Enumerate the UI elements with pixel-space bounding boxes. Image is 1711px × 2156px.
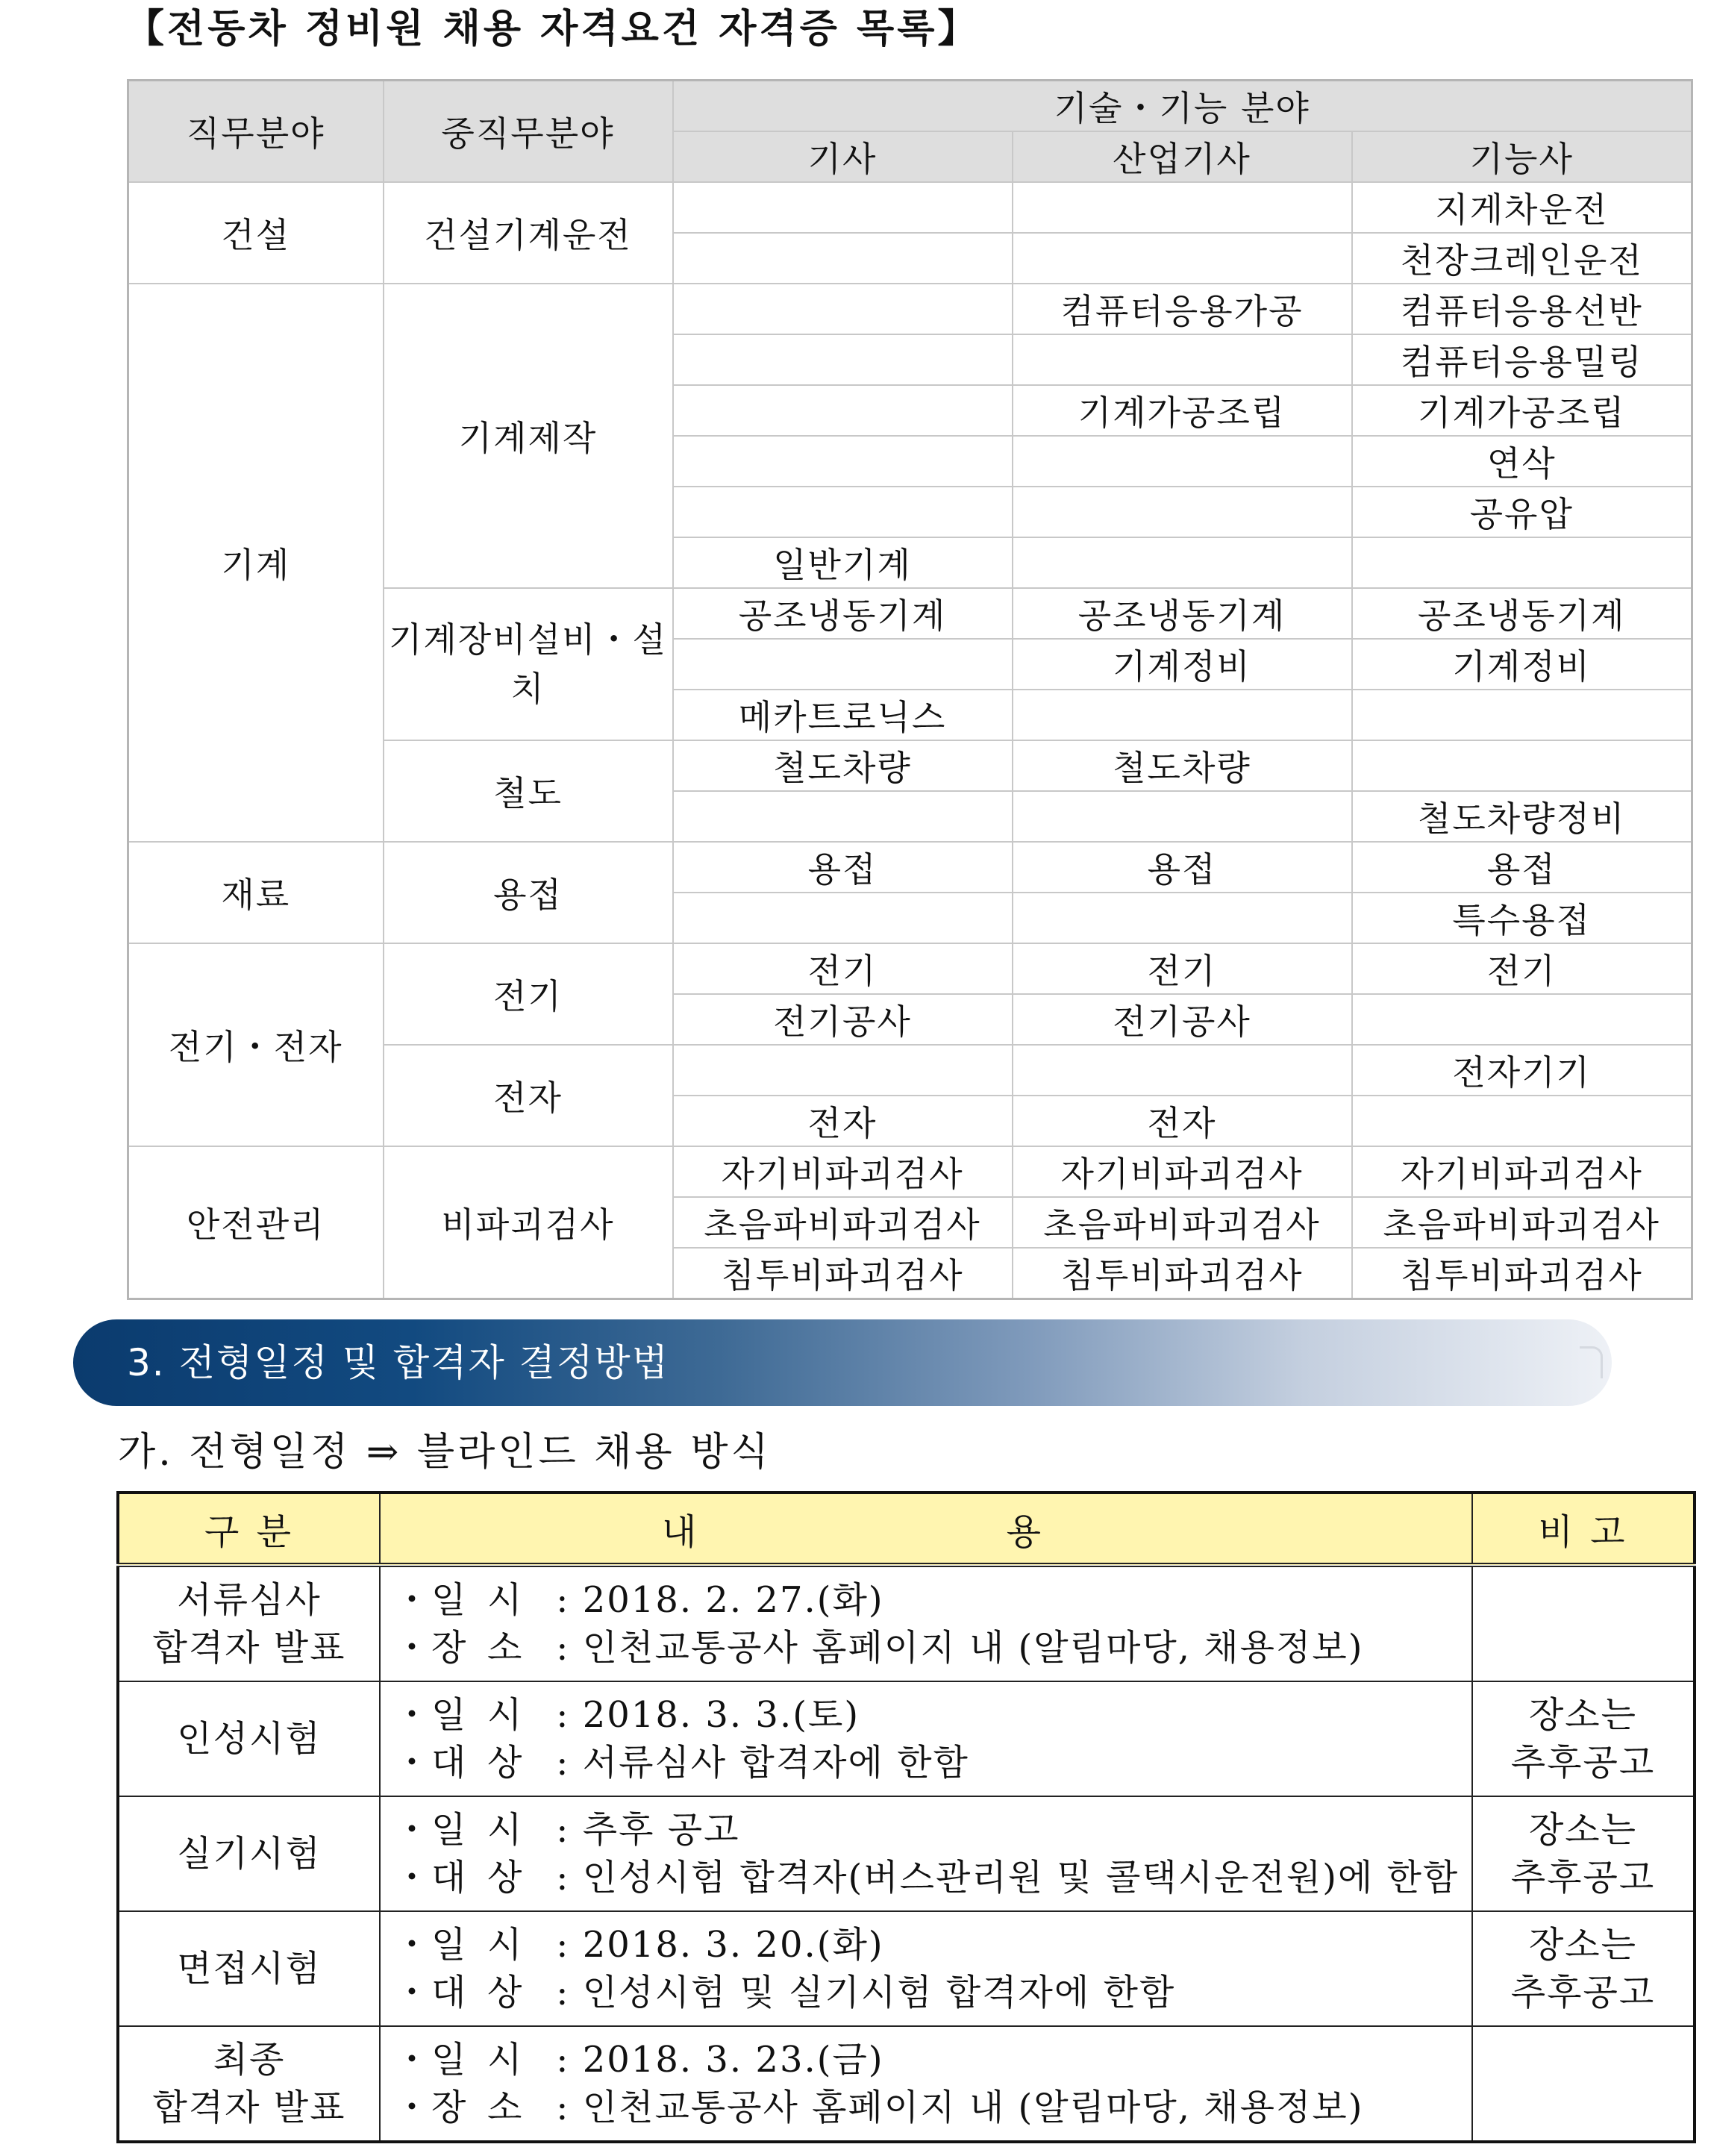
item-value: 인천교통공사 홈페이지 내 (알림마당, 채용정보) bbox=[582, 1627, 1364, 1669]
cert-cell: 자기비파괴검사 bbox=[1352, 1146, 1692, 1197]
cert-cell bbox=[673, 893, 1013, 943]
cert-cell: 전기 bbox=[1352, 943, 1692, 994]
item-value: 2018. 3. 3.(토) bbox=[582, 1694, 860, 1736]
table-row bbox=[128, 943, 1692, 994]
note-line: 장소는 bbox=[1528, 1924, 1638, 1966]
content-line: ・장 소 : 인천교통공사 홈페이지 내 (알림마당, 채용정보) bbox=[394, 2084, 1471, 2131]
cert-cell bbox=[1352, 740, 1692, 791]
cert-cell bbox=[1013, 182, 1352, 233]
item-label: 일 시 bbox=[431, 1924, 522, 1966]
stage-cell bbox=[118, 2026, 380, 2142]
cert-cell bbox=[1013, 893, 1352, 943]
item-value: 2018. 3. 20.(화) bbox=[582, 1924, 884, 1966]
table-row bbox=[128, 284, 1692, 334]
note-line: 추후공고 bbox=[1510, 1742, 1656, 1784]
certificate-table bbox=[127, 79, 1693, 1300]
cert-cell bbox=[673, 791, 1013, 842]
cert-cell: 공조냉동기계 bbox=[673, 588, 1013, 639]
cert-cell: 전자기기 bbox=[1352, 1045, 1692, 1096]
subfield-cell: 기계제작 bbox=[384, 284, 673, 588]
header-industrial-engineer: 산업기사 bbox=[1013, 131, 1352, 182]
item-label: 대 상 bbox=[431, 1857, 522, 1899]
content-line: ・대 상 : 인성시험 및 실기시험 합격자에 한함 bbox=[394, 1969, 1471, 2016]
table-row bbox=[118, 1911, 1695, 2026]
header-engineer: 기사 bbox=[673, 131, 1013, 182]
cert-cell: 컴퓨터응용선반 bbox=[1352, 284, 1692, 334]
cert-cell: 전기공사 bbox=[673, 994, 1013, 1045]
page-curl-decoration bbox=[1580, 1346, 1603, 1378]
cert-cell: 전기 bbox=[1013, 943, 1352, 994]
cert-cell: 지게차운전 bbox=[1352, 182, 1692, 233]
cert-cell bbox=[1013, 487, 1352, 537]
field-cell: 전기・전자 bbox=[128, 943, 384, 1146]
cert-cell: 용접 bbox=[673, 842, 1013, 893]
stage-name: 실기시험 bbox=[177, 1833, 322, 1875]
cert-cell: 전자 bbox=[673, 1096, 1013, 1146]
field-cell: 안전관리 bbox=[128, 1146, 384, 1299]
header-content: 내 용 bbox=[380, 1493, 1472, 1565]
cert-cell: 초음파비파괴검사 bbox=[673, 1197, 1013, 1248]
item-value: 인성시험 합격자(버스관리원 및 콜택시운전원)에 한함 bbox=[582, 1857, 1460, 1899]
page-title: 【전동차 정비원 채용 자격요건 자격증 목록】 bbox=[125, 6, 980, 51]
subfield-cell: 철도 bbox=[384, 740, 673, 842]
cert-cell: 침투비파괴검사 bbox=[1352, 1248, 1692, 1299]
cert-cell: 전기 bbox=[673, 943, 1013, 994]
cert-cell bbox=[1013, 1045, 1352, 1096]
table-row bbox=[128, 1146, 1692, 1197]
cert-cell bbox=[673, 233, 1013, 284]
cert-cell bbox=[673, 487, 1013, 537]
header-note: 비 고 bbox=[1472, 1493, 1695, 1565]
cert-cell bbox=[1013, 690, 1352, 740]
table-row bbox=[118, 2026, 1695, 2142]
table-row bbox=[118, 1565, 1695, 1681]
note-cell bbox=[1472, 2026, 1695, 2142]
header-craftsman: 기능사 bbox=[1352, 131, 1692, 182]
note-line: 추후공고 bbox=[1510, 1972, 1656, 2013]
subfield-cell: 전기 bbox=[384, 943, 673, 1045]
stage-cell bbox=[118, 1911, 380, 2026]
table-row bbox=[128, 842, 1692, 893]
content-cell bbox=[380, 1796, 1472, 1911]
cert-cell bbox=[673, 385, 1013, 436]
field-cell: 재료 bbox=[128, 842, 384, 943]
table-row bbox=[128, 182, 1692, 233]
content-line: ・대 상 : 서류심사 합격자에 한함 bbox=[394, 1739, 1471, 1787]
subfield-cell: 전자 bbox=[384, 1045, 673, 1146]
stage-cell bbox=[118, 1565, 380, 1681]
cert-cell: 철도차량 bbox=[1013, 740, 1352, 791]
cert-cell: 연삭 bbox=[1352, 436, 1692, 487]
header-subfield: 중직무분야 bbox=[384, 81, 673, 183]
schedule-table bbox=[116, 1491, 1696, 2143]
cert-cell: 철도차량 bbox=[673, 740, 1013, 791]
content-line: ・일 시 : 2018. 2. 27.(화) bbox=[394, 1576, 1471, 1624]
note-line: 장소는 bbox=[1528, 1809, 1638, 1851]
cert-cell: 자기비파괴검사 bbox=[673, 1146, 1013, 1197]
item-value: 추후 공고 bbox=[582, 1809, 740, 1851]
cert-cell bbox=[1352, 537, 1692, 588]
item-value: 인천교통공사 홈페이지 내 (알림마당, 채용정보) bbox=[582, 2087, 1364, 2128]
cert-cell: 공유압 bbox=[1352, 487, 1692, 537]
cert-cell bbox=[1013, 436, 1352, 487]
content-cell bbox=[380, 1911, 1472, 2026]
section-subtitle: 가. 전형일정 ⇒ 블라인드 채용 방식 bbox=[118, 1430, 772, 1475]
note-line: 추후공고 bbox=[1510, 1857, 1656, 1899]
cert-cell: 자기비파괴검사 bbox=[1013, 1146, 1352, 1197]
cert-cell: 전기공사 bbox=[1013, 994, 1352, 1045]
stage-name-line2: 합격자 발표 bbox=[152, 2087, 346, 2128]
cert-cell: 천장크레인운전 bbox=[1352, 233, 1692, 284]
cert-cell bbox=[1013, 233, 1352, 284]
content-line: ・장 소 : 인천교통공사 홈페이지 내 (알림마당, 채용정보) bbox=[394, 1624, 1471, 1672]
header-field: 직무분야 bbox=[128, 81, 384, 183]
cert-cell bbox=[673, 1045, 1013, 1096]
cert-cell: 초음파비파괴검사 bbox=[1013, 1197, 1352, 1248]
cert-cell: 특수용접 bbox=[1352, 893, 1692, 943]
cert-cell: 초음파비파괴검사 bbox=[1352, 1197, 1692, 1248]
item-label: 장 소 bbox=[431, 2087, 522, 2128]
note-cell bbox=[1472, 1565, 1695, 1681]
stage-cell bbox=[118, 1681, 380, 1796]
content-cell bbox=[380, 1565, 1472, 1681]
cert-cell: 기계정비 bbox=[1352, 639, 1692, 690]
cert-cell: 공조냉동기계 bbox=[1013, 588, 1352, 639]
content-line: ・일 시 : 2018. 3. 3.(토) bbox=[394, 1691, 1471, 1739]
content-line: ・대 상 : 인성시험 합격자(버스관리원 및 콜택시운전원)에 한함 bbox=[394, 1854, 1471, 1902]
content-line: ・일 시 : 추후 공고 bbox=[394, 1806, 1471, 1854]
cert-cell: 기계가공조립 bbox=[1013, 385, 1352, 436]
stage-name: 서류심사 bbox=[177, 1579, 322, 1621]
header-stage: 구 분 bbox=[118, 1493, 380, 1565]
content-cell bbox=[380, 1681, 1472, 1796]
cert-cell: 기계정비 bbox=[1013, 639, 1352, 690]
subfield-cell: 용접 bbox=[384, 842, 673, 943]
subfield-cell: 기계장비설비・설치 bbox=[384, 588, 673, 740]
cert-cell bbox=[673, 639, 1013, 690]
stage-name: 인성시험 bbox=[177, 1718, 322, 1760]
cert-cell bbox=[673, 284, 1013, 334]
field-cell: 기계 bbox=[128, 284, 384, 842]
item-label: 일 시 bbox=[431, 1809, 522, 1851]
cert-cell: 용접 bbox=[1352, 842, 1692, 893]
field-cell: 건설 bbox=[128, 182, 384, 284]
cert-cell bbox=[1013, 537, 1352, 588]
content-line: ・일 시 : 2018. 3. 20.(화) bbox=[394, 1921, 1471, 1969]
item-value: 서류심사 합격자에 한함 bbox=[582, 1742, 969, 1784]
cert-cell bbox=[1352, 1096, 1692, 1146]
content-cell bbox=[380, 2026, 1472, 2142]
cert-cell: 침투비파괴검사 bbox=[1013, 1248, 1352, 1299]
cert-cell bbox=[673, 182, 1013, 233]
stage-name: 최종 bbox=[213, 2039, 286, 2081]
item-label: 장 소 bbox=[431, 1627, 522, 1669]
stage-cell bbox=[118, 1796, 380, 1911]
cert-cell: 침투비파괴검사 bbox=[673, 1248, 1013, 1299]
note-cell bbox=[1472, 1681, 1695, 1796]
subfield-cell: 비파괴검사 bbox=[384, 1146, 673, 1299]
item-value: 인성시험 및 실기시험 합격자에 한함 bbox=[582, 1972, 1176, 2013]
header-group: 기술・기능 분야 bbox=[673, 81, 1692, 132]
cert-cell: 메카트로닉스 bbox=[673, 690, 1013, 740]
item-value: 2018. 2. 27.(화) bbox=[582, 1579, 884, 1621]
stage-name: 면접시험 bbox=[177, 1948, 322, 1990]
cert-cell bbox=[673, 334, 1013, 385]
cert-cell: 철도차량정비 bbox=[1352, 791, 1692, 842]
cert-cell bbox=[1352, 994, 1692, 1045]
table-row bbox=[118, 1796, 1695, 1911]
note-cell bbox=[1472, 1796, 1695, 1911]
cert-cell: 전자 bbox=[1013, 1096, 1352, 1146]
item-label: 일 시 bbox=[431, 2039, 522, 2081]
cert-cell bbox=[1013, 334, 1352, 385]
item-label: 대 상 bbox=[431, 1742, 522, 1784]
item-label: 일 시 bbox=[431, 1694, 522, 1736]
cert-cell: 공조냉동기계 bbox=[1352, 588, 1692, 639]
note-cell bbox=[1472, 1911, 1695, 2026]
item-value: 2018. 3. 23.(금) bbox=[582, 2039, 884, 2081]
item-label: 일 시 bbox=[431, 1579, 522, 1621]
content-line: ・일 시 : 2018. 3. 23.(금) bbox=[394, 2036, 1471, 2084]
section-title: 3. 전형일정 및 합격자 결정방법 bbox=[127, 1341, 669, 1384]
stage-name-line2: 합격자 발표 bbox=[152, 1627, 346, 1669]
cert-cell: 일반기계 bbox=[673, 537, 1013, 588]
cert-cell: 기계가공조립 bbox=[1352, 385, 1692, 436]
cert-cell: 컴퓨터응용가공 bbox=[1013, 284, 1352, 334]
table-row bbox=[118, 1681, 1695, 1796]
cert-cell bbox=[673, 436, 1013, 487]
cert-cell: 용접 bbox=[1013, 842, 1352, 893]
cert-cell bbox=[1352, 690, 1692, 740]
note-line: 장소는 bbox=[1528, 1694, 1638, 1736]
section-banner bbox=[73, 1319, 1612, 1406]
cert-cell bbox=[1013, 791, 1352, 842]
cert-cell: 컴퓨터응용밀링 bbox=[1352, 334, 1692, 385]
item-label: 대 상 bbox=[431, 1972, 522, 2013]
subfield-cell: 건설기계운전 bbox=[384, 182, 673, 284]
